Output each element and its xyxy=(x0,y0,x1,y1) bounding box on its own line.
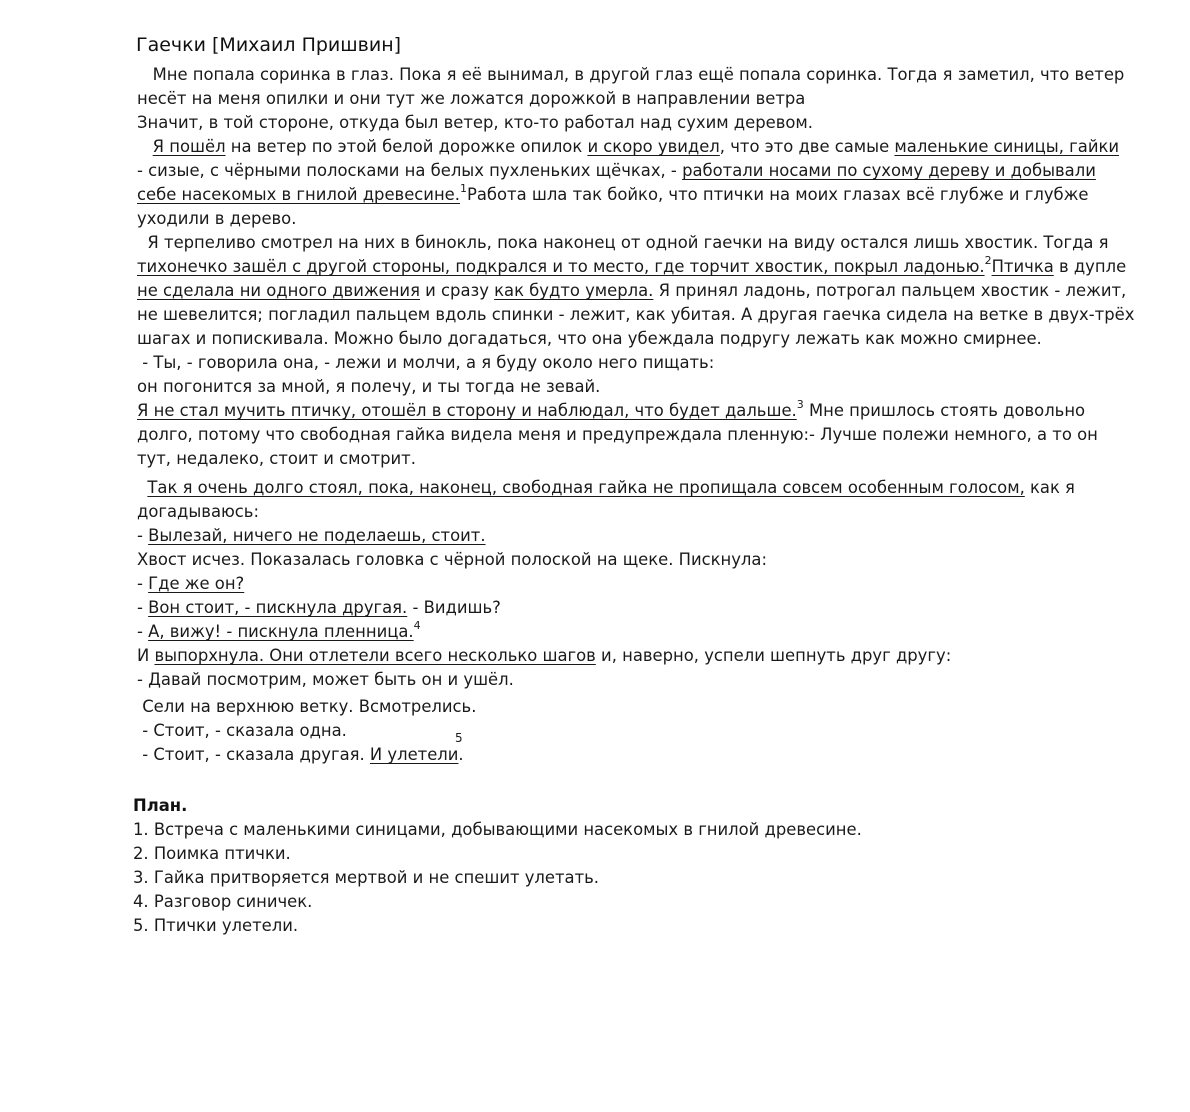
text-segment: - xyxy=(137,574,149,593)
text-line xyxy=(137,63,1124,87)
text-segment: на ветер по этой белой дорожке опилок xyxy=(225,137,588,156)
underlined-text: Я не стал мучить птичку, отошёл в сторону и наблюдал, что будет дальше. xyxy=(137,401,797,420)
text-segment: в дупле xyxy=(1053,257,1127,276)
underlined-text: Вон стоит, - пискнула другая. xyxy=(148,598,408,617)
text-segment: Мне попала соринка в глаз. Пока я её вынимал, в другой глаз ещё попала соринка. Тогда я заметил, что ветер xyxy=(137,65,1125,84)
text-segment: и, наверно, успели шепнуть друг другу: xyxy=(595,646,952,665)
footnote-marker: 1 xyxy=(459,181,467,195)
text-line xyxy=(137,476,1075,500)
underlined-text: себе насекомых в гнилой древесине. xyxy=(137,185,460,204)
text-line xyxy=(137,303,1134,327)
text-segment: . xyxy=(458,745,464,764)
text-segment: тут, недалеко, стоит и смотрит. xyxy=(137,449,416,468)
underlined-text: тихонечко зашёл с другой стороны, подкрался и то место, где торчит хвостик, покрыл ладонью. xyxy=(137,257,985,276)
text-line xyxy=(137,399,1085,423)
underlined-text: И улетели xyxy=(369,745,459,764)
text-line xyxy=(137,207,296,231)
plan-item: 2. Поимка птички. xyxy=(133,844,291,863)
text-line xyxy=(137,644,951,668)
footnote-marker: 4 xyxy=(413,618,421,632)
text-line xyxy=(137,255,1126,279)
text-line xyxy=(137,524,486,548)
text-segment: - Стоит, - сказала другая. xyxy=(137,745,370,764)
text-line xyxy=(137,159,1096,183)
text-line xyxy=(137,279,1126,303)
text-segment xyxy=(137,137,153,156)
text-segment: Я терпеливо смотрел на них в бинокль, пока наконец от одной гаечки на виду остался лишь хвостик. Тогда я xyxy=(137,233,1109,252)
text-line xyxy=(137,500,259,524)
text-line xyxy=(137,111,813,135)
underlined-text: выпорхнула. Они отлетели всего несколько шагов xyxy=(154,646,596,665)
text-line xyxy=(137,695,476,719)
text-line xyxy=(137,596,501,620)
text-segment: уходили в дерево. xyxy=(137,209,297,228)
text-segment: как я xyxy=(1024,478,1075,497)
text-line xyxy=(137,135,1119,159)
text-line xyxy=(137,231,1109,255)
underlined-text: и скоро увидел xyxy=(587,137,720,156)
plan-item: 5. Птички улетели. xyxy=(133,916,299,935)
text-line xyxy=(137,375,600,399)
plan-heading: План. xyxy=(133,796,188,815)
text-segment: Сели на верхнюю ветку. Всмотрелись. xyxy=(137,697,477,716)
plan-item: 1. Встреча с маленькими синицами, добывающими насекомых в гнилой древесине. xyxy=(133,820,862,839)
text-line xyxy=(137,548,767,572)
text-segment: - Видишь? xyxy=(407,598,501,617)
text-segment: - xyxy=(137,526,149,545)
text-line xyxy=(137,719,347,743)
footnote-marker: 3 xyxy=(796,397,804,411)
underlined-text: Я пошёл xyxy=(152,137,226,156)
text-line xyxy=(137,668,514,692)
plan-item: 3. Гайка притворяется мертвой и не спешит улетать. xyxy=(133,868,599,887)
text-segment: - сизые, с чёрными полосками на белых пухленьких щёчках, - xyxy=(137,161,683,180)
page-title: Гаечки [Михаил Пришвин] xyxy=(136,34,402,56)
text-line xyxy=(137,743,464,767)
text-segment xyxy=(137,478,147,497)
text-segment: и сразу xyxy=(419,281,495,300)
underlined-text: работали носами по сухому дереву и добывали xyxy=(682,161,1096,180)
footnote-marker: 2 xyxy=(984,253,992,267)
text-segment: И xyxy=(137,646,155,665)
text-segment: он погонится за мной, я полечу, и ты тогда не зевай. xyxy=(137,377,601,396)
text-line xyxy=(137,183,1089,207)
text-segment: - Ты, - говорила она, - лежи и молчи, а я буду около него пищать: xyxy=(137,353,715,372)
text-line xyxy=(137,423,1098,447)
text-segment: - Стоит, - сказала одна. xyxy=(137,721,347,740)
text-line xyxy=(137,620,421,644)
text-line xyxy=(137,87,805,111)
text-segment: , что это две самые xyxy=(719,137,895,156)
plan-item: 4. Разговор синичек. xyxy=(133,892,313,911)
text-segment: Значит, в той стороне, откуда был ветер, кто-то работал над сухим деревом. xyxy=(137,113,813,132)
text-segment: шагах и попискивала. Можно было догадаться, что она убеждала подругу лежать как можно смирнее. xyxy=(137,329,1042,348)
underlined-text: Птичка xyxy=(991,257,1054,276)
text-segment: не шевелится; погладил пальцем вдоль спинки - лежит, как убитая. А другая гаечка сидела на ветке в двух-трёх xyxy=(137,305,1135,324)
text-segment: - xyxy=(137,598,149,617)
footnote-marker-5: 5 xyxy=(455,731,463,745)
text-segment: Мне пришлось стоять довольно xyxy=(803,401,1086,420)
underlined-text: А, вижу! - пискнула пленница. xyxy=(148,622,414,641)
text-segment: - xyxy=(137,622,149,641)
text-line xyxy=(137,572,244,596)
text-segment: - Давай посмотрим, может быть он и ушёл. xyxy=(137,670,514,689)
text-segment: Хвост исчез. Показалась головка с чёрной полоской на щеке. Пискнула: xyxy=(137,550,767,569)
text-segment: Я принял ладонь, потрогал пальцем хвостик - лежит, xyxy=(653,281,1127,300)
underlined-text: Где же он? xyxy=(148,574,245,593)
text-line xyxy=(137,447,416,471)
text-line xyxy=(137,351,714,375)
underlined-text: не сделала ни одного движения xyxy=(137,281,420,300)
text-segment: догадываюсь: xyxy=(137,502,259,521)
underlined-text: Вылезай, ничего не поделаешь, стоит. xyxy=(148,526,486,545)
underlined-text: Так я очень долго стоял, пока, наконец, свободная гайка не пропищала совсем особенным голосом, xyxy=(147,478,1025,497)
text-line xyxy=(137,327,1042,351)
underlined-text: маленькие синицы, гайки xyxy=(894,137,1120,156)
text-segment: Работа шла так бойко, что птички на моих глазах всё глубже и глубже xyxy=(466,185,1089,204)
text-segment: долго, потому что свободная гайка видела меня и предупреждала пленную:- Лучше полежи немного, а то он xyxy=(137,425,1098,444)
text-segment: несёт на меня опилки и они тут же ложатся дорожкой в направлении ветра xyxy=(137,89,806,108)
underlined-text: как будто умерла. xyxy=(494,281,654,300)
